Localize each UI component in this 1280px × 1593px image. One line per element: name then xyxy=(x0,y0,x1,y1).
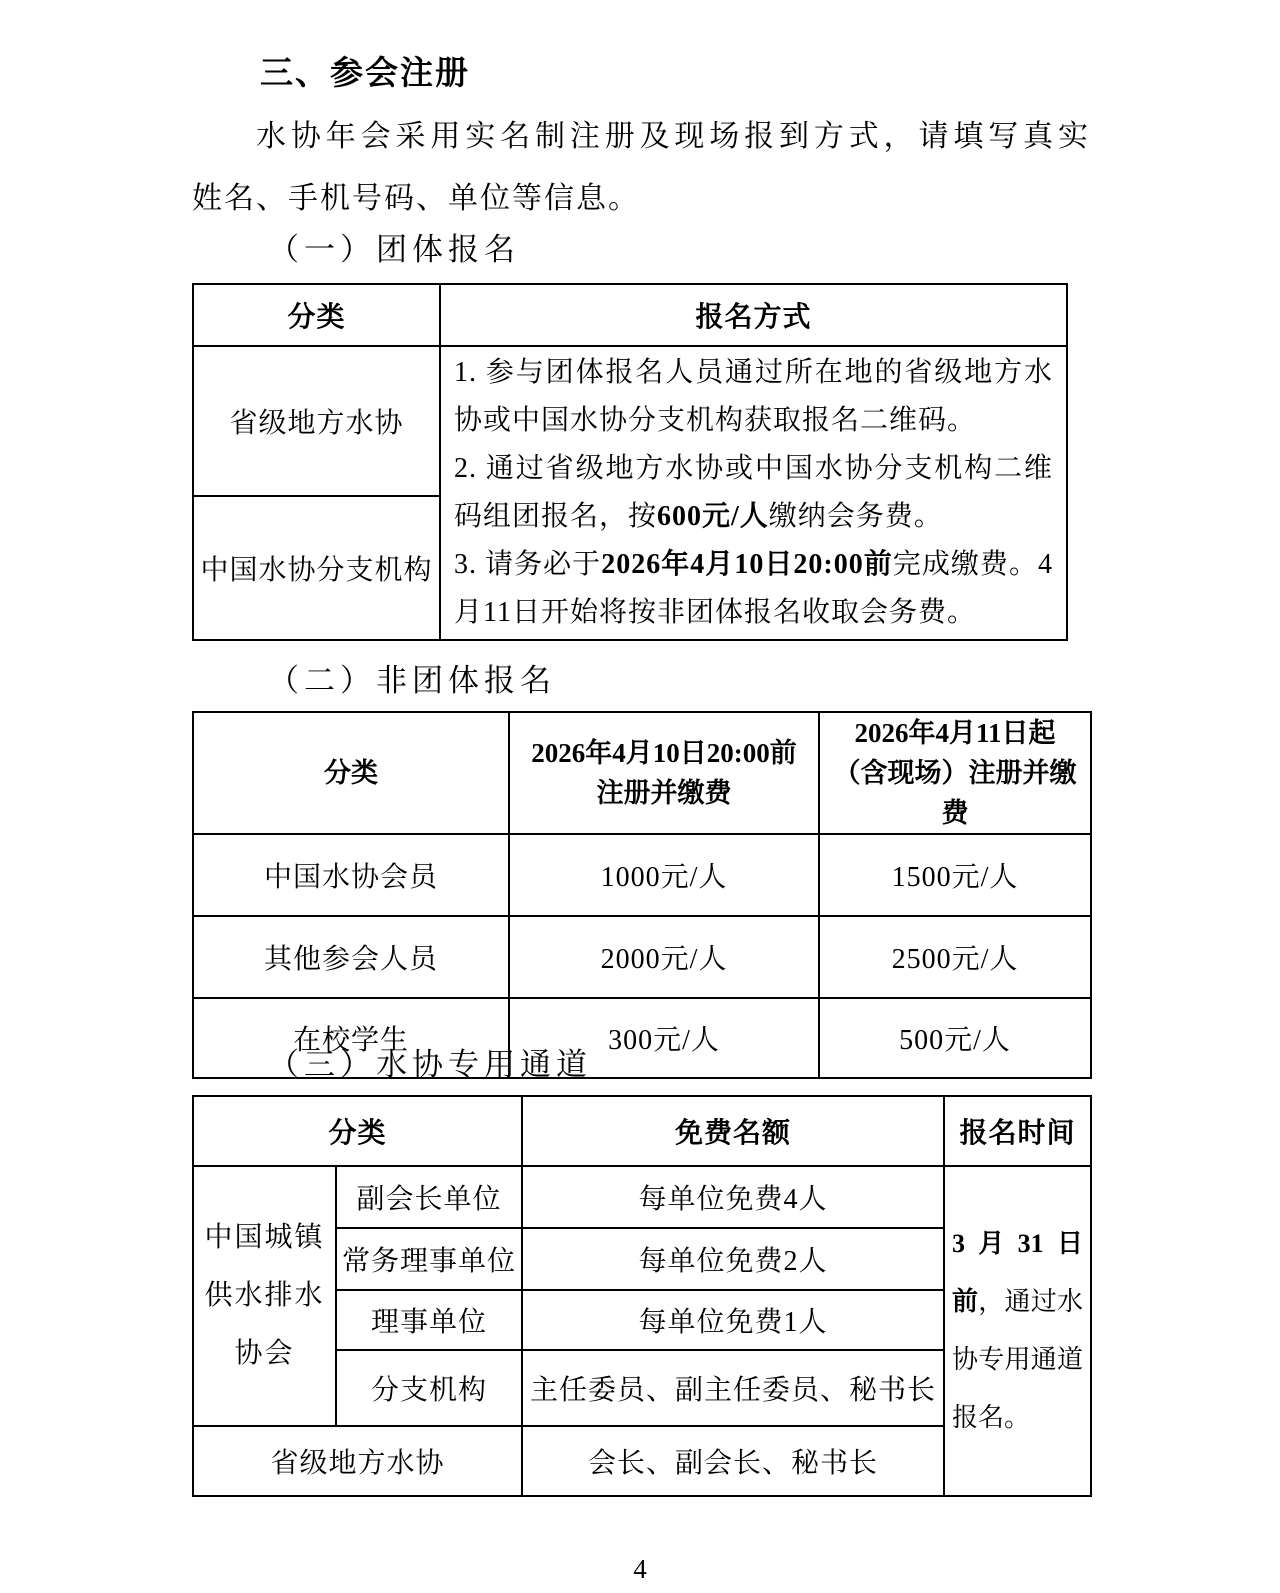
table-header-row xyxy=(193,1096,1091,1166)
group-registration-table xyxy=(192,283,1068,641)
method-item-1: 1. 参与团体报名人员通过所在地的省级地方水协或中国水协分支机构获取报名二维码。 xyxy=(454,357,1053,436)
method-item-3: 3. 请务必于2026年4月10日20:00前完成缴费。4月11日开始将按非团体报名收取会务费。 xyxy=(454,549,1053,628)
early-fee-cell: 300元/人 xyxy=(509,998,819,1078)
method-cell xyxy=(440,346,1067,640)
subcategory-cell-director-unit: 理事单位 xyxy=(336,1290,522,1350)
section-title-special-channel: （三）水协专用通道 xyxy=(268,1047,592,1082)
header-cell-registration-time: 报名时间 xyxy=(944,1096,1091,1166)
late-fee-cell: 2500元/人 xyxy=(819,916,1091,998)
header-cell-category: 分类 xyxy=(193,712,509,834)
group-label-cell: 中国城镇供水排水协会 xyxy=(193,1166,336,1426)
quota-cell: 主任委员、副主任委员、秘书长 xyxy=(522,1350,944,1426)
table-row xyxy=(193,916,1091,998)
late-fee-cell: 500元/人 xyxy=(819,998,1091,1078)
header-cell-free-quota: 免费名额 xyxy=(522,1096,944,1166)
header-cell-method: 报名方式 xyxy=(440,284,1067,346)
intro-line-1: 水协年会采用实名制注册及现场报到方式，请填写真实 xyxy=(256,120,1090,153)
subcategory-cell-vice-president-unit: 副会长单位 xyxy=(336,1166,522,1228)
header-cell-category: 分类 xyxy=(193,284,440,346)
quota-cell: 每单位免费1人 xyxy=(522,1290,944,1350)
table-row xyxy=(193,346,1067,496)
category-cell-branch-organization: 中国水协分支机构 xyxy=(193,496,440,640)
category-cell-provincial-association: 省级地方水协 xyxy=(193,1426,522,1496)
page-number: 4 xyxy=(633,1554,647,1584)
quota-cell: 每单位免费2人 xyxy=(522,1228,944,1290)
section-title-group-registration: （一）团体报名 xyxy=(268,232,520,267)
table-header-row xyxy=(193,284,1067,346)
quota-cell: 会长、副会长、秘书长 xyxy=(522,1426,944,1496)
intro-line-2: 姓名、手机号码、单位等信息。 xyxy=(192,182,640,215)
category-cell-member: 中国水协会员 xyxy=(193,834,509,916)
early-fee-cell: 1000元/人 xyxy=(509,834,819,916)
doc-title: 三、参会注册 xyxy=(260,54,470,91)
table-header-row xyxy=(193,712,1091,834)
quota-cell: 每单位免费4人 xyxy=(522,1166,944,1228)
header-cell-late-deadline: 2026年4月11日起（含现场）注册并缴费 xyxy=(819,712,1091,834)
table-row xyxy=(193,834,1091,916)
header-cell-category: 分类 xyxy=(193,1096,522,1166)
category-cell-other-attendee: 其他参会人员 xyxy=(193,916,509,998)
table-row xyxy=(193,1166,1091,1228)
intro-paragraph xyxy=(192,106,1090,230)
header-cell-early-deadline: 2026年4月10日20:00前注册并缴费 xyxy=(509,712,819,834)
section-title-non-group-registration: （二）非团体报名 xyxy=(268,663,556,698)
early-fee-cell: 2000元/人 xyxy=(509,916,819,998)
subcategory-cell-executive-director-unit: 常务理事单位 xyxy=(336,1228,522,1290)
page-content xyxy=(192,0,1090,1593)
method-item-2: 2. 通过省级地方水协或中国水协分支机构二维码组团报名，按600元/人缴纳会务费。 xyxy=(454,453,1053,532)
subcategory-cell-branch-organization: 分支机构 xyxy=(336,1350,522,1426)
non-group-registration-table xyxy=(192,711,1092,1079)
registration-time-cell: 3月31日前，通过水协专用通道报名。 xyxy=(944,1166,1091,1496)
special-channel-table xyxy=(192,1095,1092,1497)
late-fee-cell: 1500元/人 xyxy=(819,834,1091,916)
category-cell-student: 在校学生 xyxy=(193,998,509,1078)
category-cell-provincial-association: 省级地方水协 xyxy=(193,346,440,496)
